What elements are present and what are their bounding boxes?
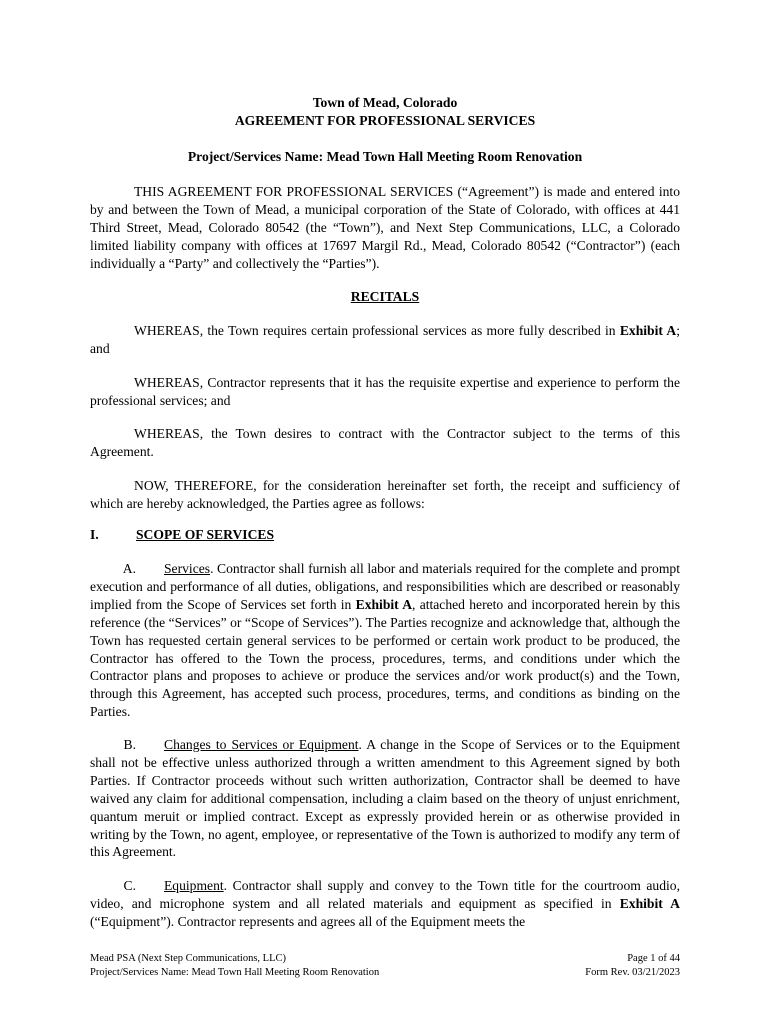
footer-left bbox=[90, 952, 379, 980]
item-c-letter: C. bbox=[123, 878, 136, 893]
item-b-text: . A change in the Scope of Services or to the Equipment shall not be effective unless authorized through a written amendment to this Agreement signed by both Parties. If Contractor proceeds without such written authorization, Contractor shall be deemed to have waived any claim for additional compensation, including a claim based on the theory of unjust enrichment, quantum meruit or implied contract. Except as expressly provided herein or as otherwise provided in writing by the Town, no agent, employee, or representative of the Town is authorized to modify any term of this Agreement. bbox=[90, 737, 680, 860]
page-number: Page 1 of 44 bbox=[627, 953, 680, 964]
item-c bbox=[90, 877, 680, 931]
item-a bbox=[90, 560, 680, 721]
item-c-text-1: . Contractor shall supply and convey to the Town title for the courtroom audio, video, and microphone system and all related materials and equipment as specified in bbox=[90, 878, 680, 911]
project-name: Project/Services Name: Mead Town Hall Meeting Room Renovation bbox=[187, 149, 583, 164]
recital-4 bbox=[90, 477, 680, 513]
recital-4-text: NOW, THEREFORE, for the consideration hereinafter set forth, the receipt and sufficiency of which are hereby acknowledged, the Parties agree as follows: bbox=[90, 478, 680, 511]
item-c-title: Equipment bbox=[164, 878, 224, 893]
item-c-exhibit: Exhibit A bbox=[619, 895, 680, 911]
recital-1-exhibit: Exhibit A bbox=[619, 323, 677, 338]
intro-text: THIS AGREEMENT FOR PROFESSIONAL SERVICES (“Agreement”) is made and entered into by and between the Town of Mead, a municipal corporation of the State of Colorado, with offices at 441 Third Street, Mead, Colorado 80542 (the “Town”), and Next Step Communications, LLC, a Colorado limited liability company with offices at 17697 Margil Rd., Mead, Colorado 80542 (“Contractor”) (each individually a “Party” and collectively the “Parties”). bbox=[90, 184, 680, 271]
item-b-title: Changes to Services or Equipment bbox=[164, 737, 359, 752]
recital-1-after: ; and bbox=[90, 323, 681, 356]
footer-doc-name: Mead PSA (Next Step Communications, LLC) bbox=[90, 953, 286, 964]
recitals-heading: RECITALS bbox=[350, 289, 420, 304]
item-a-exhibit: Exhibit A bbox=[355, 596, 413, 612]
agreement-title: AGREEMENT FOR PROFESSIONAL SERVICES bbox=[234, 113, 536, 128]
recital-1-text: WHEREAS, the Town requires certain professional services as more fully described in bbox=[134, 323, 620, 338]
footer-project-name: Project/Services Name: Mead Town Hall Meeting Room Renovation bbox=[90, 967, 380, 978]
item-b-letter: B. bbox=[123, 737, 136, 752]
intro-paragraph bbox=[90, 183, 680, 273]
footer-right bbox=[585, 952, 680, 980]
recital-2 bbox=[90, 374, 680, 410]
item-a-text-1: . Contractor shall furnish all labor and materials required for the complete and prompt execution and performance of all duties, obligations, and responsibilities which are described or reasonably implied from the Scope of Services set forth in bbox=[90, 561, 680, 612]
recital-1 bbox=[90, 322, 680, 358]
recital-2-text: WHEREAS, Contractor represents that it has the requisite expertise and experience to perform the professional services; and bbox=[90, 375, 680, 408]
item-a-title: Services bbox=[164, 561, 211, 576]
section-1-heading bbox=[90, 527, 680, 543]
town-title: Town of Mead, Colorado bbox=[312, 95, 458, 110]
section-1-number: I. bbox=[90, 527, 99, 542]
form-revision: Form Rev. 03/21/2023 bbox=[585, 967, 680, 978]
recital-3-text: WHEREAS, the Town desires to contract with the Contractor subject to the terms of this Agreement. bbox=[90, 426, 680, 459]
recital-3 bbox=[90, 425, 680, 461]
item-a-text-2: , attached hereto and incorporated herein by this reference (the “Services” or “Scope of Services”). The Parties recognize and acknowledge that, although the Town has requested certain general services to be performed or certain work product to be produced, the Contractor has offered to the Town the process, procedures, terms, and conditions under which the Contractor plans and proposes to achieve or produce the services and/or work product(s) and the Town, through this Agreement, has accepted such process, procedures, terms, and conditions as binding on the Parties. bbox=[90, 596, 681, 720]
section-1-title: SCOPE OF SERVICES bbox=[136, 527, 275, 542]
item-a-letter: A. bbox=[122, 561, 136, 576]
item-c-text-2: (“Equipment”). Contractor represents and agrees all of the Equipment meets the bbox=[90, 913, 526, 929]
item-b bbox=[90, 736, 680, 861]
